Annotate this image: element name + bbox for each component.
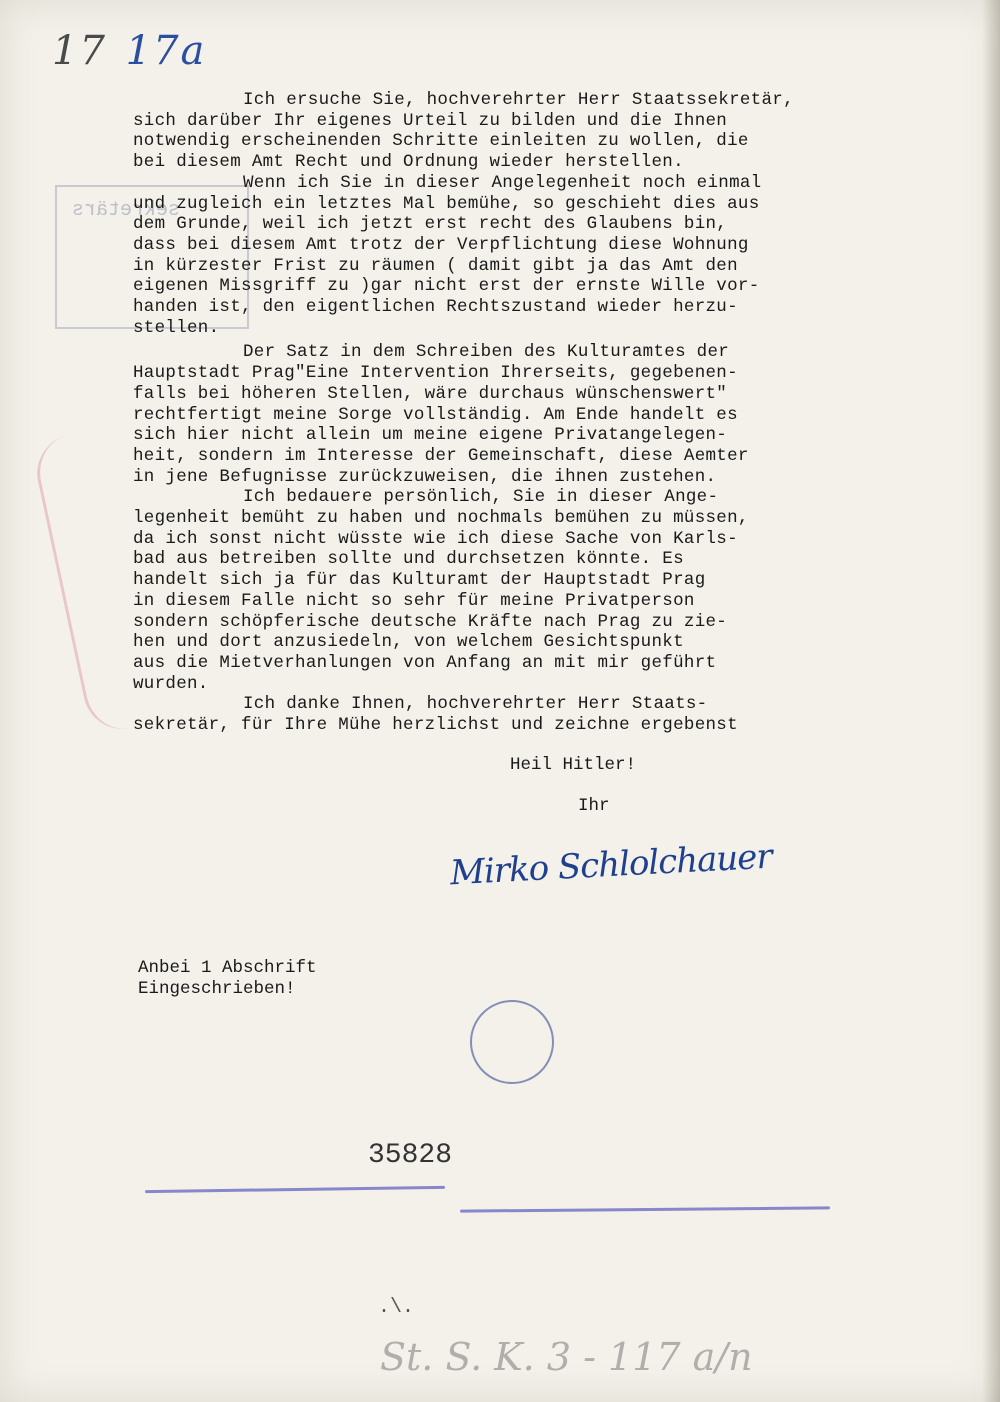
letter-line: Wenn ich Sie in dieser Angelegenheit noch einmal xyxy=(243,172,762,193)
letter-line: sich hier nicht allein um meine eigene Privatangelegen- xyxy=(133,425,728,446)
paragraph-4 xyxy=(133,487,853,694)
letter-line: bad aus betreiben sollte und durchsetzen könnte. Es xyxy=(133,549,684,570)
paragraph-3 xyxy=(133,342,853,487)
letter-line: stellen. xyxy=(133,317,220,338)
blue-underline xyxy=(460,1206,830,1212)
letter-line: sekretär, für Ihre Mühe herzlichst und zeichne ergebenst xyxy=(133,715,738,736)
letter-line: legenheit bemüht zu haben und nochmals bemühen zu müssen, xyxy=(133,508,749,529)
letter-line: notwendig erscheinenden Schritte einleiten zu wollen, die xyxy=(133,131,749,152)
closing-greeting: Heil Hitler! xyxy=(510,755,637,775)
enclosure-note: Anbei 1 Abschrift xyxy=(138,958,317,978)
letter-line: Ich ersuche Sie, hochverehrter Herr Staatssekretär, xyxy=(243,90,794,110)
blue-underline xyxy=(145,1186,445,1193)
letter-line: sondern schöpferische deutsche Kräfte nach Prag zu zie- xyxy=(133,611,728,632)
folio-handwritten: 17a xyxy=(125,28,207,74)
letter-line: eigenen Missgriff zu )gar nicht erst der ernste Wille vor- xyxy=(133,276,760,297)
letter-line: Hauptstadt Prag"Eine Intervention Ihrerseits, gegebenen- xyxy=(133,363,738,384)
paragraph-5 xyxy=(133,694,853,735)
letter-line: in jene Befugnisse zurückzuweisen, die ihnen zustehen. xyxy=(133,466,717,487)
letter-line: Der Satz in dem Schreiben des Kulturamtes der xyxy=(243,342,730,363)
letter-line: heit, sondern im Interesse der Gemeinschaft, diese Aemter xyxy=(133,445,749,466)
letter-line: und zugleich ein letztes Mal bemühe, so geschieht dies aus xyxy=(133,193,760,214)
closing-ihr: Ihr xyxy=(578,796,610,816)
registered-note: Eingeschrieben! xyxy=(138,979,296,999)
paragraph-2 xyxy=(133,173,853,339)
letter-line: aus die Mietverhanlungen von Anfang an mit mir geführt xyxy=(133,652,717,673)
letter-body xyxy=(133,90,853,736)
round-office-stamp xyxy=(470,1000,554,1084)
letter-line: in kürzester Frist zu räumen ( damit gibt ja das Amt den xyxy=(133,255,738,276)
letter-line: dem Grunde, weil ich jetzt erst recht des Glaubens bin, xyxy=(133,214,728,235)
stamp-text-mirrored: sekretärs xyxy=(72,199,181,222)
letter-line: da ich sonst nicht wüsste wie ich diese Sache von Karls- xyxy=(133,528,738,549)
paragraph-1 xyxy=(133,90,853,173)
folio-number xyxy=(52,28,206,74)
letter-line: falls bei höheren Stellen, wäre durchaus wünschenswert" xyxy=(133,383,728,404)
letter-line: rechtfertigt meine Sorge vollständig. Am Ende handelt es xyxy=(133,404,738,425)
letter-line: handelt sich ja für das Kulturamt der Hauptstadt Prag xyxy=(133,570,706,591)
letter-line: wurden. xyxy=(133,673,209,694)
letter-line: Ich bedauere persönlich, Sie in dieser Ange- xyxy=(243,487,719,508)
handwritten-signature: Mirko Schlolchauer xyxy=(449,836,773,894)
letter-line: Ich danke Ihnen, hochverehrter Herr Staats- xyxy=(243,694,708,715)
registry-number: 35828 xyxy=(368,1140,453,1171)
letter-line: hen und dort anzusiedeln, von welchem Gesichtspunkt xyxy=(133,632,684,653)
letter-line: handen ist, den eigentlichen Rechtszustand wieder herzu- xyxy=(133,297,738,318)
archive-signature: St. S. K. 3 - 117 a/n xyxy=(380,1335,753,1379)
letter-line: dass bei diesem Amt trotz der Verpflichtung diese Wohnung xyxy=(133,234,749,255)
letter-line: bei diesem Amt Recht und Ordnung wieder herstellen. xyxy=(133,152,684,173)
letter-line: in diesem Falle nicht so sehr für meine Privatperson xyxy=(133,590,695,611)
letter-line: sich darüber Ihr eigenes Urteil zu bilden und die Ihnen xyxy=(133,110,728,131)
small-pencil-mark: .\. xyxy=(378,1296,415,1319)
folio-printed: 17 xyxy=(52,28,107,74)
